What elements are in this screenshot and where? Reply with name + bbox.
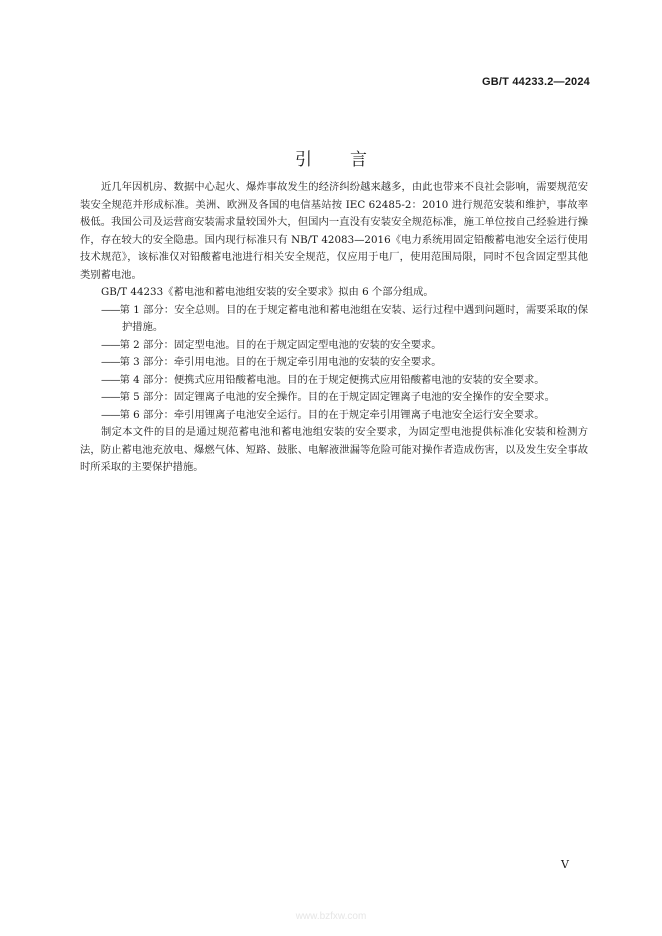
list-dash: ——: [101, 373, 120, 386]
list-dash: ——: [101, 338, 120, 351]
list-item-text: 第 3 部分：牵引用电池。目的在于规定牵引用电池的安装的安全要求。: [119, 356, 442, 368]
list-item: [80, 337, 588, 355]
list-item-text: 第 1 部分：安全总则。目的在于规定蓄电池和蓄电池组在安装、运行过程中遇到问题时，需要采取的保护措施。: [119, 303, 588, 333]
intro-paragraph: 近几年因机房、数据中心起火、爆炸事故发生的经济纠纷越来越多，由此也带来不良社会影响，需要规范安装安全规范并形成标准。美洲、欧洲及各国的电信基站按 IEC 62485-2：2010 进行规范安装和维护，事故率极低。我国公司及运营商安装需求量较国外大，但国内一直没有安装安全规范标准，施工单位按自己经验进行操作，存在较大的安全隐患。国内现行标准只有 NB/T 42083—2016《电力系统用固定铅酸蓄电池安全运行使用技术规范》，该标准仅对铅酸蓄电池进行相关安全规范，仅应用于电厂，使用范围局限，同时不包含固定型其他类别蓄电池。: [80, 181, 588, 281]
standard-number: GB/T 44233.2—2024: [482, 76, 590, 88]
list-item-text: 第 5 部分：固定锂离子电池的安全操作。目的在于规定固定锂离子电池的安全操作的安全要求。: [119, 391, 555, 403]
page-number: V: [561, 858, 569, 871]
list-item: [80, 372, 588, 390]
list-item-text: 第 2 部分：固定型电池。目的在于规定固定型电池的安装的安全要求。: [119, 338, 442, 351]
introduction-body: [80, 179, 588, 477]
parts-list: [80, 302, 588, 425]
list-dash: ——: [101, 303, 120, 316]
parts-intro-paragraph: GB/T 44233《蓄电池和蓄电池组安装的安全要求》拟由 6 个部分组成。: [101, 286, 434, 298]
list-item-text: 第 6 部分：牵引用锂离子电池安全运行。目的在于规定牵引用锂离子电池安全运行安全要求。: [119, 408, 545, 421]
list-item-text: 第 4 部分：便携式应用铅酸蓄电池。目的在于规定便携式应用铅酸蓄电池的安装的安全要求。: [119, 373, 545, 386]
closing-paragraph: 制定本文件的目的是通过规范蓄电池和蓄电池组安装的安全要求，为固定型电池提供标准化安装和检测方法，防止蓄电池充放电、爆燃气体、短路、鼓胀、电解液泄漏等危险可能对操作者造成伤害，以及发生安全事故时所采取的主要保护措施。: [80, 426, 588, 473]
list-item: [80, 302, 588, 337]
watermark: www.bzfxw.com: [295, 911, 367, 922]
list-dash: ——: [101, 408, 120, 421]
list-dash: ——: [101, 391, 120, 403]
list-dash: ——: [101, 356, 120, 368]
list-item: [80, 389, 588, 407]
list-item: [80, 407, 588, 425]
list-item: [80, 354, 588, 372]
page-title: 引言: [295, 150, 405, 171]
